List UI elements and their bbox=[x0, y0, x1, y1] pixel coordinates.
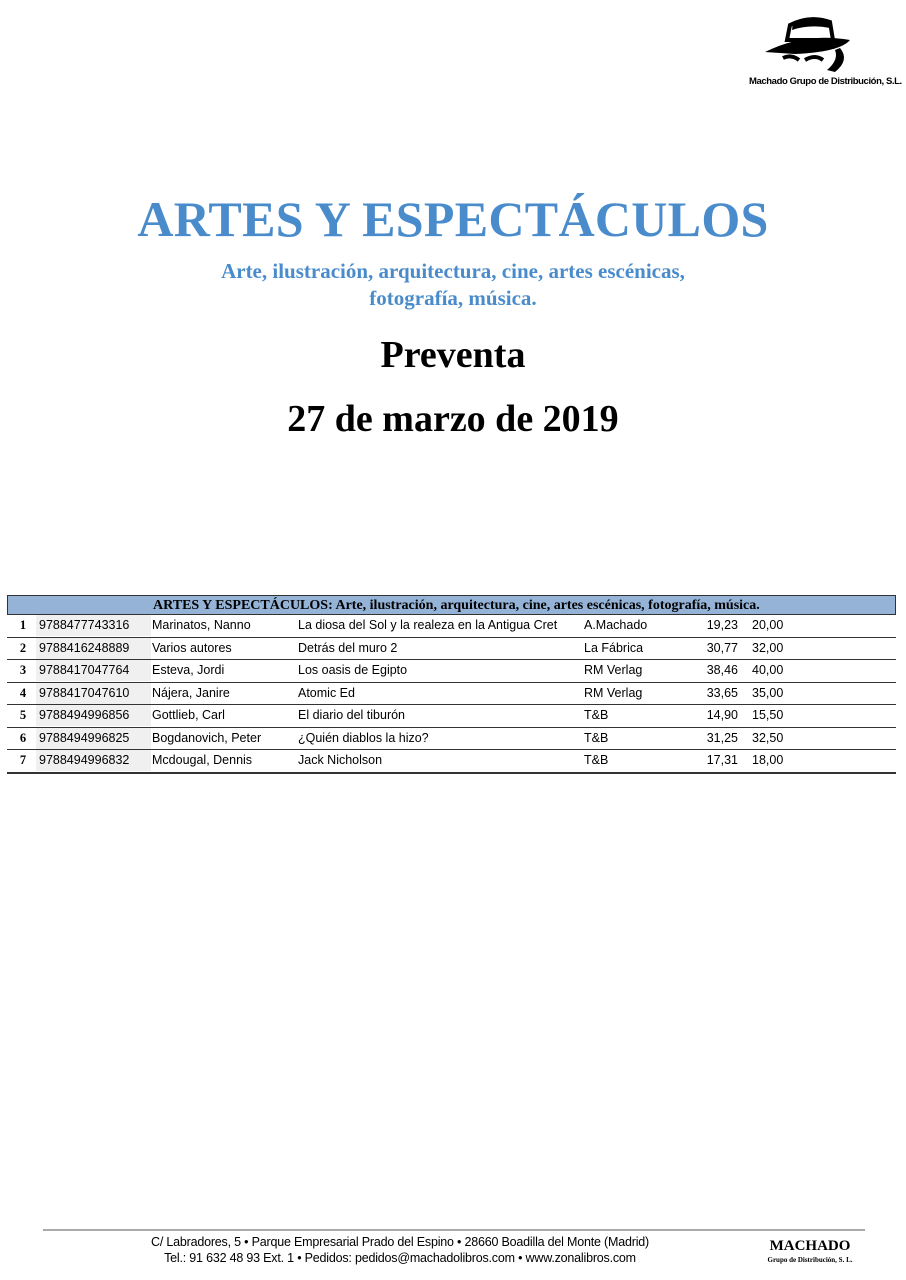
publisher-cell: A.Machado bbox=[584, 618, 648, 632]
author-cell: Mcdougal, Dennis bbox=[152, 753, 253, 767]
price-with-tax-cell: 35,00 bbox=[752, 685, 784, 700]
price-with-tax-cell: 32,00 bbox=[752, 640, 784, 655]
price-cell: 33,65 bbox=[706, 685, 738, 700]
subtitle-line: fotografía, música. bbox=[369, 286, 537, 310]
page-subtitle bbox=[0, 258, 906, 312]
isbn-cell: 9788494996856 bbox=[36, 705, 151, 726]
footer-brand-sub: Grupo de Distribución, S. L. bbox=[767, 1256, 853, 1264]
row-number: 4 bbox=[19, 685, 27, 700]
table-row bbox=[7, 660, 896, 683]
footer-divider bbox=[43, 1229, 865, 1231]
publisher-cell: T&B bbox=[584, 708, 609, 722]
table-row bbox=[7, 728, 896, 751]
price-cell: 17,31 bbox=[706, 753, 738, 767]
footer-contact: Tel.: 91 632 48 93 Ext. 1 • Pedidos: pedidos@machadolibros.com • www.zonalibros.com bbox=[164, 1251, 636, 1265]
isbn-cell: 9788477743316 bbox=[36, 615, 151, 636]
row-number: 5 bbox=[19, 708, 27, 722]
author-cell: Gottlieb, Carl bbox=[152, 708, 225, 722]
table-row bbox=[7, 750, 896, 774]
page-title: ARTES Y ESPECTÁCULOS bbox=[137, 191, 769, 247]
table-row bbox=[7, 615, 896, 638]
price-cell: 38,46 bbox=[706, 663, 738, 677]
isbn-cell: 9788416248889 bbox=[36, 638, 151, 659]
price-with-tax-cell: 40,00 bbox=[752, 663, 784, 677]
price-with-tax-cell: 18,00 bbox=[752, 753, 784, 767]
isbn-cell: 9788417047764 bbox=[36, 660, 151, 681]
publisher-cell: RM Verlag bbox=[584, 685, 643, 700]
author-cell: Marinatos, Nanno bbox=[152, 618, 251, 632]
isbn-cell: 9788494996832 bbox=[36, 750, 151, 771]
price-with-tax-cell: 32,50 bbox=[752, 730, 784, 745]
price-with-tax-cell: 20,00 bbox=[752, 618, 784, 632]
table-row bbox=[7, 638, 896, 661]
row-number: 2 bbox=[19, 640, 27, 655]
price-cell: 30,77 bbox=[706, 640, 738, 655]
price-cell: 31,25 bbox=[706, 730, 738, 745]
title-cell: ¿Quién diablos la hizo? bbox=[298, 730, 429, 745]
price-with-tax-cell: 15,50 bbox=[752, 708, 784, 722]
date-heading: 27 de marzo de 2019 bbox=[287, 398, 619, 440]
table-row bbox=[7, 705, 896, 728]
row-number: 7 bbox=[19, 753, 27, 767]
author-cell: Nájera, Janire bbox=[152, 685, 230, 700]
table-row bbox=[7, 683, 896, 706]
title-cell: La diosa del Sol y la realeza en la Antigua Cret bbox=[298, 618, 558, 632]
title-cell: Detrás del muro 2 bbox=[298, 640, 398, 655]
isbn-cell: 9788494996825 bbox=[36, 728, 151, 749]
price-cell: 14,90 bbox=[706, 708, 738, 722]
isbn-cell: 9788417047610 bbox=[36, 683, 151, 704]
subtitle-line: Arte, ilustración, arquitectura, cine, artes escénicas, bbox=[221, 259, 685, 283]
footer-brand: MACHADO bbox=[769, 1238, 851, 1254]
author-cell: Bogdanovich, Peter bbox=[152, 730, 262, 745]
publisher-cell: La Fábrica bbox=[584, 640, 644, 655]
logo-text: Machado Grupo de Distribución, S.L. bbox=[749, 76, 902, 87]
author-cell: Esteva, Jordi bbox=[152, 663, 225, 677]
preventa-heading: Preventa bbox=[380, 334, 526, 376]
author-cell: Varios autores bbox=[152, 640, 232, 655]
table-heading: ARTES Y ESPECTÁCULOS: Arte, ilustración, arquitectura, cine, artes escénicas, fotografía, música. bbox=[7, 595, 896, 615]
title-cell: Atomic Ed bbox=[298, 685, 355, 700]
title-cell: El diario del tiburón bbox=[298, 708, 406, 722]
publisher-cell: T&B bbox=[584, 753, 609, 767]
publisher-cell: T&B bbox=[584, 730, 609, 745]
title-cell: Los oasis de Egipto bbox=[298, 663, 408, 677]
row-number: 1 bbox=[19, 618, 27, 632]
publisher-cell: RM Verlag bbox=[584, 663, 643, 677]
book-table bbox=[7, 595, 896, 774]
row-number: 6 bbox=[19, 730, 27, 745]
footer-address: C/ Labradores, 5 • Parque Empresarial Prado del Espino • 28660 Boadilla del Monte (Madrid) bbox=[151, 1235, 649, 1249]
title-cell: Jack Nicholson bbox=[298, 753, 383, 767]
row-number: 3 bbox=[19, 663, 27, 677]
price-cell: 19,23 bbox=[706, 618, 738, 632]
